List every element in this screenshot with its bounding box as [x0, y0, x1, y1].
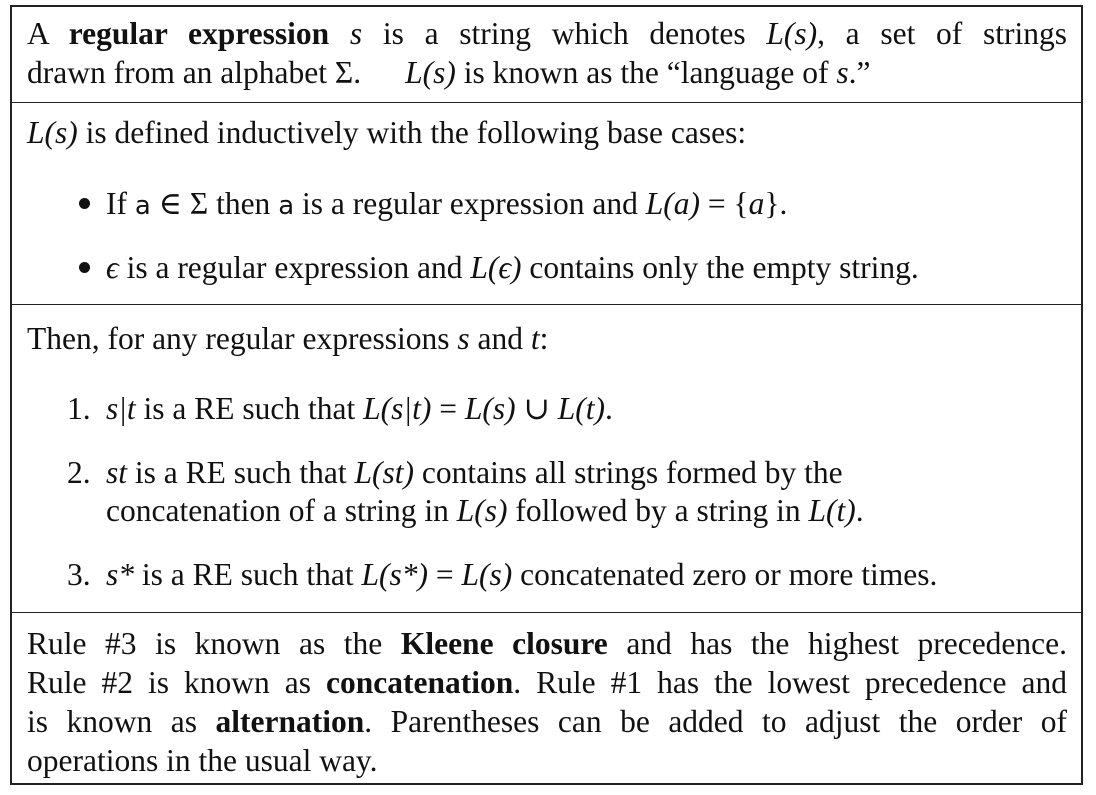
- math-ls: L(s): [405, 55, 456, 90]
- rule-number: 2.: [67, 455, 91, 490]
- rule-1: [106, 389, 613, 428]
- section-text: is defined inductively with the following base cases:: [77, 115, 747, 150]
- math: L(st): [354, 455, 414, 490]
- intro-text: [329, 16, 350, 51]
- intro-text: A: [27, 16, 69, 51]
- text: ∈ Σ then: [150, 186, 279, 221]
- math-s: s: [457, 321, 470, 356]
- math-expr: s*: [106, 557, 135, 592]
- term-concatenation: concatenation: [326, 665, 514, 700]
- math-s: s: [836, 55, 849, 90]
- text: If: [106, 186, 135, 221]
- intro-text: is a string which denotes: [362, 16, 767, 51]
- intro-text: , a set of strings: [817, 16, 1067, 51]
- math: L(s): [461, 557, 513, 592]
- math: L(s): [464, 391, 516, 426]
- math-ls: L(s): [766, 16, 818, 51]
- text: concatenated zero or more times.: [512, 557, 938, 592]
- text: is a regular expression and: [118, 250, 471, 285]
- term-alternation: alternation: [215, 704, 365, 739]
- text: .: [855, 493, 864, 528]
- math: L(s*): [361, 557, 428, 592]
- summary-line-4: [27, 741, 378, 780]
- text: Rule #2 is known as: [27, 665, 327, 700]
- text: is a RE such that: [135, 391, 364, 426]
- rule-2-line-1: [106, 453, 843, 492]
- math-la: L(a): [645, 186, 701, 221]
- text: . Rule #1 has the lowest precedence and: [513, 665, 1067, 700]
- text: Then, for any regular expressions: [27, 321, 458, 356]
- rule-number: 3.: [67, 557, 91, 592]
- math: L(t): [808, 493, 856, 528]
- math: L(t): [557, 391, 605, 426]
- math-epsilon: ϵ: [106, 250, 119, 285]
- summary-line-3: [27, 702, 1067, 741]
- math-lepsilon: L(ϵ): [470, 250, 522, 285]
- math-expr: st: [106, 455, 128, 490]
- math-expr: s|t: [106, 391, 136, 426]
- text: Rule #3 is known as the: [27, 626, 401, 661]
- term-regular-expression: regular expression: [68, 16, 330, 51]
- text: contains only the empty string.: [521, 250, 919, 285]
- text: contains all strings formed by the: [414, 455, 843, 490]
- inductive-heading: [27, 319, 548, 358]
- symbol-a: a: [278, 191, 295, 221]
- text: is known as: [27, 704, 216, 739]
- text: =: [431, 391, 465, 426]
- math: L(s|t): [363, 391, 432, 426]
- summary-line-2: [27, 663, 1067, 702]
- intro-text: .”: [848, 55, 871, 90]
- rule-3: [106, 555, 937, 594]
- base-case-1: [106, 184, 787, 226]
- intro-line-2: [27, 53, 871, 92]
- text: .: [605, 391, 613, 426]
- math: L(s): [456, 493, 508, 528]
- text: ∪: [515, 391, 558, 426]
- summary-line-1: [27, 624, 1067, 663]
- math-s: s: [349, 16, 363, 51]
- text: concatenation of a string in: [106, 493, 457, 528]
- base-case-2: [106, 248, 919, 287]
- text: and: [469, 321, 531, 356]
- divider: [12, 102, 1081, 103]
- rule-number: 1.: [67, 391, 91, 426]
- text: }.: [764, 186, 788, 221]
- rule-2-line-2: [106, 491, 864, 530]
- bullet-icon: [79, 262, 90, 273]
- text: is a RE such that: [134, 557, 362, 592]
- term-kleene-closure: Kleene closure: [400, 626, 608, 661]
- intro-text: drawn from an alphabet Σ.: [27, 55, 362, 90]
- base-cases-heading: [27, 113, 746, 152]
- text: is a RE such that: [127, 455, 355, 490]
- bullet-icon: [79, 198, 90, 209]
- definition-box: [10, 5, 1083, 785]
- text: operations in the usual way.: [27, 743, 378, 778]
- text: =: [428, 557, 462, 592]
- intro-text: is known as the “language of: [455, 55, 837, 90]
- text: followed by a string in: [507, 493, 809, 528]
- math-t: t: [530, 321, 540, 356]
- text: . Parentheses can be added to adjust the order of: [364, 704, 1067, 739]
- divider: [12, 612, 1081, 613]
- text: = {: [700, 186, 749, 221]
- math-a: a: [748, 186, 765, 221]
- divider: [12, 304, 1081, 305]
- text: is a regular expression and: [294, 186, 646, 221]
- text: :: [539, 321, 549, 356]
- text: and has the highest precedence.: [607, 626, 1068, 661]
- symbol-a: a: [134, 191, 151, 221]
- math-ls: L(s): [27, 115, 78, 150]
- intro-line-1: [27, 14, 1067, 53]
